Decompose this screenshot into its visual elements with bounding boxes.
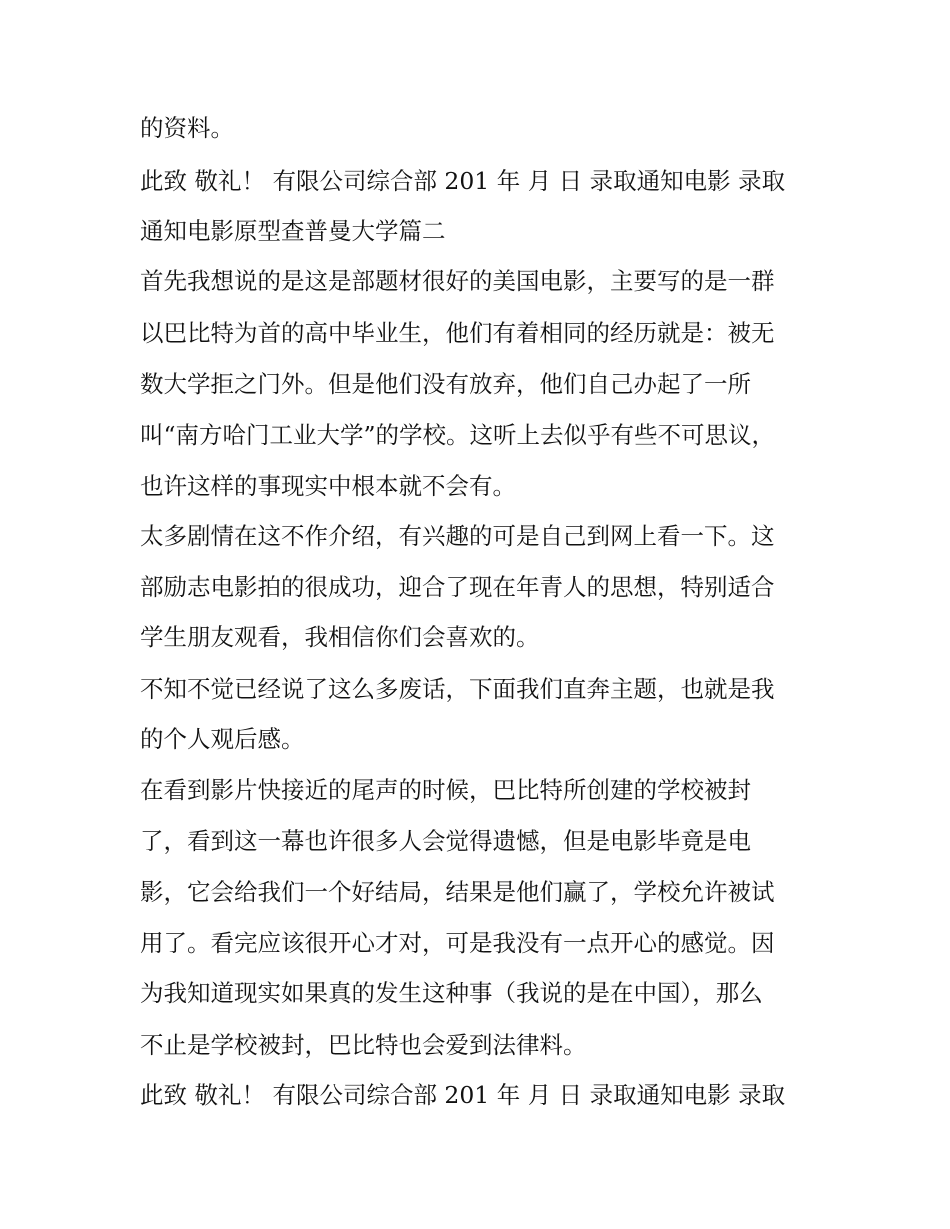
text-line: 影，它会给我们一个好结局，结果是他们赢了，学校允许被试: [140, 878, 775, 906]
text-line: 的个人观后感。: [140, 725, 305, 753]
text-line: 部励志电影拍的很成功，迎合了现在年青人的思想，特别适合: [140, 573, 775, 601]
text-line: 数大学拒之门外。但是他们没有放弃，他们自己办起了一所: [140, 370, 751, 398]
text-line: 了，看到这一幕也许很多人会觉得遗憾，但是电影毕竟是电: [140, 827, 751, 855]
text-line: 的资料。: [140, 114, 234, 142]
text-line: 为我知道现实如果真的发生这种事（我说的是在中国），那么: [140, 979, 763, 1007]
text-line: 在看到影片快接近的尾声的时候，巴比特所创建的学校被封: [140, 776, 751, 804]
text-line: 学生朋友观看，我相信你们会喜欢的。: [140, 623, 540, 651]
text-line: 也许这样的事现实中根本就不会有。: [140, 472, 516, 500]
text-line: 不知不觉已经说了这么多废话，下面我们直奔主题，也就是我: [140, 675, 775, 703]
text-line: 通知电影原型查普曼大学篇二: [140, 217, 446, 245]
text-line: 首先我想说的是这是部题材很好的美国电影，主要写的是一群: [140, 267, 775, 295]
text-line: 用了。看完应该很开心才对，可是我没有一点开心的感觉。因: [140, 929, 775, 957]
text-line: 太多剧情在这不作介绍，有兴趣的可是自己到网上看一下。这: [140, 522, 775, 550]
text-line: 此致 敬礼！ 有限公司综合部 201 年 月 日 录取通知电影 录取: [140, 1081, 786, 1109]
text-line: 不止是学校被封，巴比特也会爱到法律料。: [140, 1031, 587, 1059]
text-line: 此致 敬礼！ 有限公司综合部 201 年 月 日 录取通知电影 录取: [140, 167, 786, 195]
text-line: 以巴比特为首的高中毕业生，他们有着相同的经历就是：被无: [140, 319, 775, 347]
text-line: 叫“南方哈门工业大学”的学校。这听上去似乎有些不可思议，: [140, 421, 776, 449]
